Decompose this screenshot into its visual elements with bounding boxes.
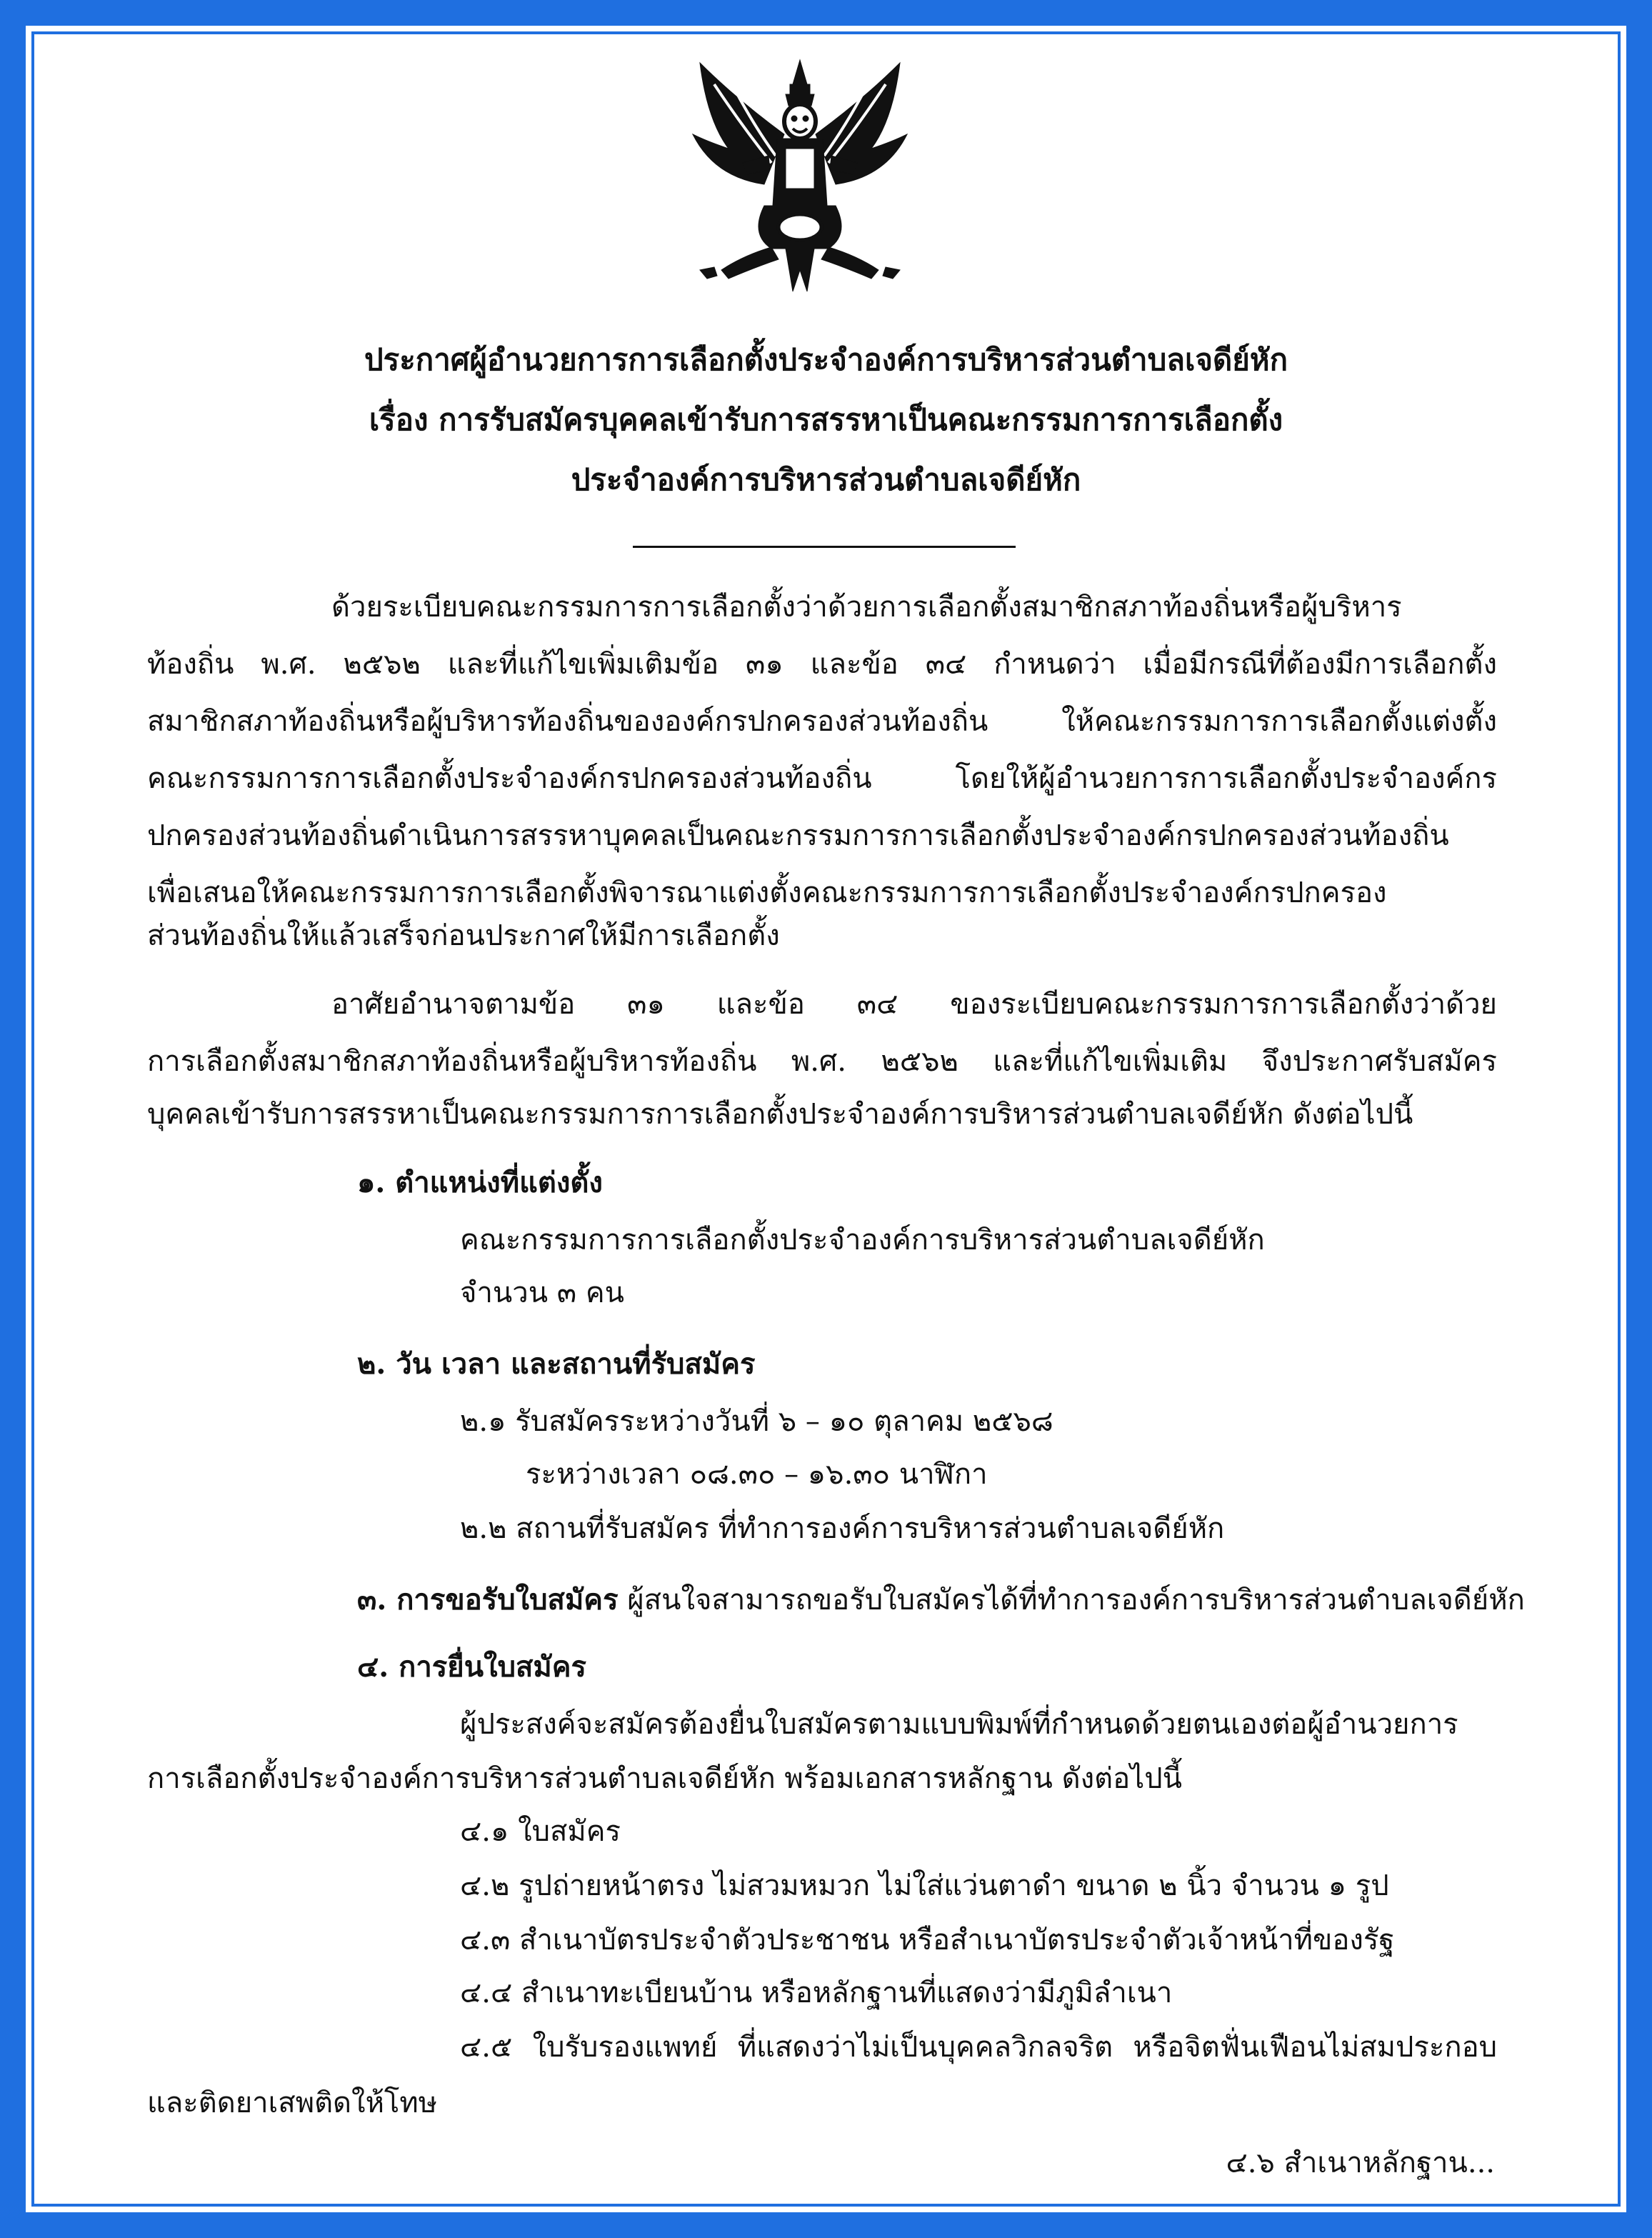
section2-heading: ๒. วัน เวลา และสถานที่รับสมัคร xyxy=(357,1347,756,1381)
section4-item-5-continued: และติดยาเสพติดให้โทษ xyxy=(147,2087,438,2119)
section1-line-2: จำนวน ๓ คน xyxy=(460,1277,624,1309)
section4-item-4: ๔.๔ สำเนาทะเบียนบ้าน หรือหลักฐานที่แสดงว่ามีภูมิลำเนา xyxy=(460,1977,1173,2009)
next-page-continuation: ๔.๖ สำเนาหลักฐาน... xyxy=(1226,2147,1495,2179)
para2-line-1: อาศัยอำนาจตามข้อ ๓๑ และข้อ ๓๔ ของระเบียบคณะกรรมการการเลือกตั้งว่าด้วย xyxy=(331,988,1497,1021)
title-underline xyxy=(633,546,1016,548)
para1-line-1: ด้วยระเบียบคณะกรรมการการเลือกตั้งว่าด้วยการเลือกตั้งสมาชิกสภาท้องถิ่นหรือผู้บริหาร xyxy=(331,591,1402,624)
section4-intro-1: ผู้ประสงค์จะสมัครต้องยื่นใบสมัครตามแบบพิมพ์ที่กำหนดด้วยตนเองต่อผู้อำนวยการ xyxy=(460,1708,1458,1741)
title-line-3: ประจำองค์การบริหารส่วนตำบลเจดีย์หัก xyxy=(571,462,1081,497)
title-line-1: ประกาศผู้อำนวยการการเลือกตั้งประจำองค์การบริหารส่วนตำบลเจดีย์หัก xyxy=(364,342,1288,377)
para2-line-2: การเลือกตั้งสมาชิกสภาท้องถิ่นหรือผู้บริหารท้องถิ่น พ.ศ. ๒๕๖๒ และที่แก้ไขเพิ่มเติม จึงประกาศรับสมัคร xyxy=(147,1045,1497,1078)
section1-heading: ๑. ตำแหน่งที่แต่งตั้ง xyxy=(357,1166,603,1199)
section2-item-1-time: ระหว่างเวลา ๐๘.๓๐ – ๑๖.๓๐ นาฬิกา xyxy=(526,1458,988,1491)
section3-text: ผู้สนใจสามารถขอรับใบสมัครได้ที่ทำการองค์การบริหารส่วนตำบลเจดีย์หัก xyxy=(627,1584,1525,1617)
section1-line-1: คณะกรรมการการเลือกตั้งประจำองค์การบริหารส่วนตำบลเจดีย์หัก xyxy=(460,1224,1265,1257)
para1-line-2: ท้องถิ่น พ.ศ. ๒๕๖๒ และที่แก้ไขเพิ่มเติมข้อ ๓๑ และข้อ ๓๔ กำหนดว่า เมื่อมีกรณีที่ต้องมีการเลือกตั้ง xyxy=(147,648,1497,681)
para1-line-3: สมาชิกสภาท้องถิ่นหรือผู้บริหารท้องถิ่นขององค์กรปกครองส่วนท้องถิ่น ให้คณะกรรมการการเลือกตั้งแต่งตั้ง xyxy=(147,705,1497,738)
section4-item-1: ๔.๑ ใบสมัคร xyxy=(460,1815,621,1848)
para1-line-7: ส่วนท้องถิ่นให้แล้วเสร็จก่อนประกาศให้มีการเลือกตั้ง xyxy=(147,919,780,952)
section2-item-1: ๒.๑ รับสมัครระหว่างวันที่ ๖ – ๑๐ ตุลาคม ๒๕๖๘ xyxy=(460,1405,1053,1438)
section3 xyxy=(357,1579,1525,1622)
section4-item-3: ๔.๓ สำเนาบัตรประจำตัวประชาชน หรือสำเนาบัตรประจำตัวเจ้าหน้าที่ของรัฐ xyxy=(460,1924,1395,1957)
section3-heading: ๓. การขอรับใบสมัคร xyxy=(357,1583,619,1617)
para1-line-5: ปกครองส่วนท้องถิ่นดำเนินการสรรหาบุคคลเป็นคณะกรรมการการเลือกตั้งประจำองค์กรปกครองส่วนท้องถิ่น xyxy=(147,819,1449,852)
section4-heading: ๔. การยื่นใบสมัคร xyxy=(357,1650,587,1684)
section4-item-2: ๔.๒ รูปถ่ายหน้าตรง ไม่สวมหมวก ไม่ใส่แว่นตาดำ ขนาด ๒ นิ้ว จำนวน ๑ รูป xyxy=(460,1869,1389,1902)
section2-item-2: ๒.๒ สถานที่รับสมัคร ที่ทำการองค์การบริหารส่วนตำบลเจดีย์หัก xyxy=(460,1512,1225,1545)
title-line-2: เรื่อง การรับสมัครบุคคลเข้ารับการสรรหาเป็นคณะกรรมการการเลือกตั้ง xyxy=(369,402,1283,437)
para1-line-6: เพื่อเสนอให้คณะกรรมการการเลือกตั้งพิจารณาแต่งตั้งคณะกรรมการการเลือกตั้งประจำองค์กรปกครอง xyxy=(147,876,1387,909)
para1-line-4: คณะกรรมการการเลือกตั้งประจำองค์กรปกครองส่วนท้องถิ่น โดยให้ผู้อำนวยการการเลือกตั้งประจำองค์กร xyxy=(147,762,1497,795)
section4-intro-2: การเลือกตั้งประจำองค์การบริหารส่วนตำบลเจดีย์หัก พร้อมเอกสารหลักฐาน ดังต่อไปนี้ xyxy=(147,1762,1182,1795)
garuda-emblem xyxy=(686,56,914,299)
section4-item-5: ๔.๕ ใบรับรองแพทย์ ที่แสดงว่าไม่เป็นบุคคลวิกลจริต หรือจิตฟั่นเฟือนไม่สมประกอบ xyxy=(460,2031,1497,2064)
para2-line-3: บุคคลเข้ารับการสรรหาเป็นคณะกรรมการการเลือกตั้งประจำองค์การบริหารส่วนตำบลเจดีย์หัก ดังต่อไปนี้ xyxy=(147,1098,1413,1131)
